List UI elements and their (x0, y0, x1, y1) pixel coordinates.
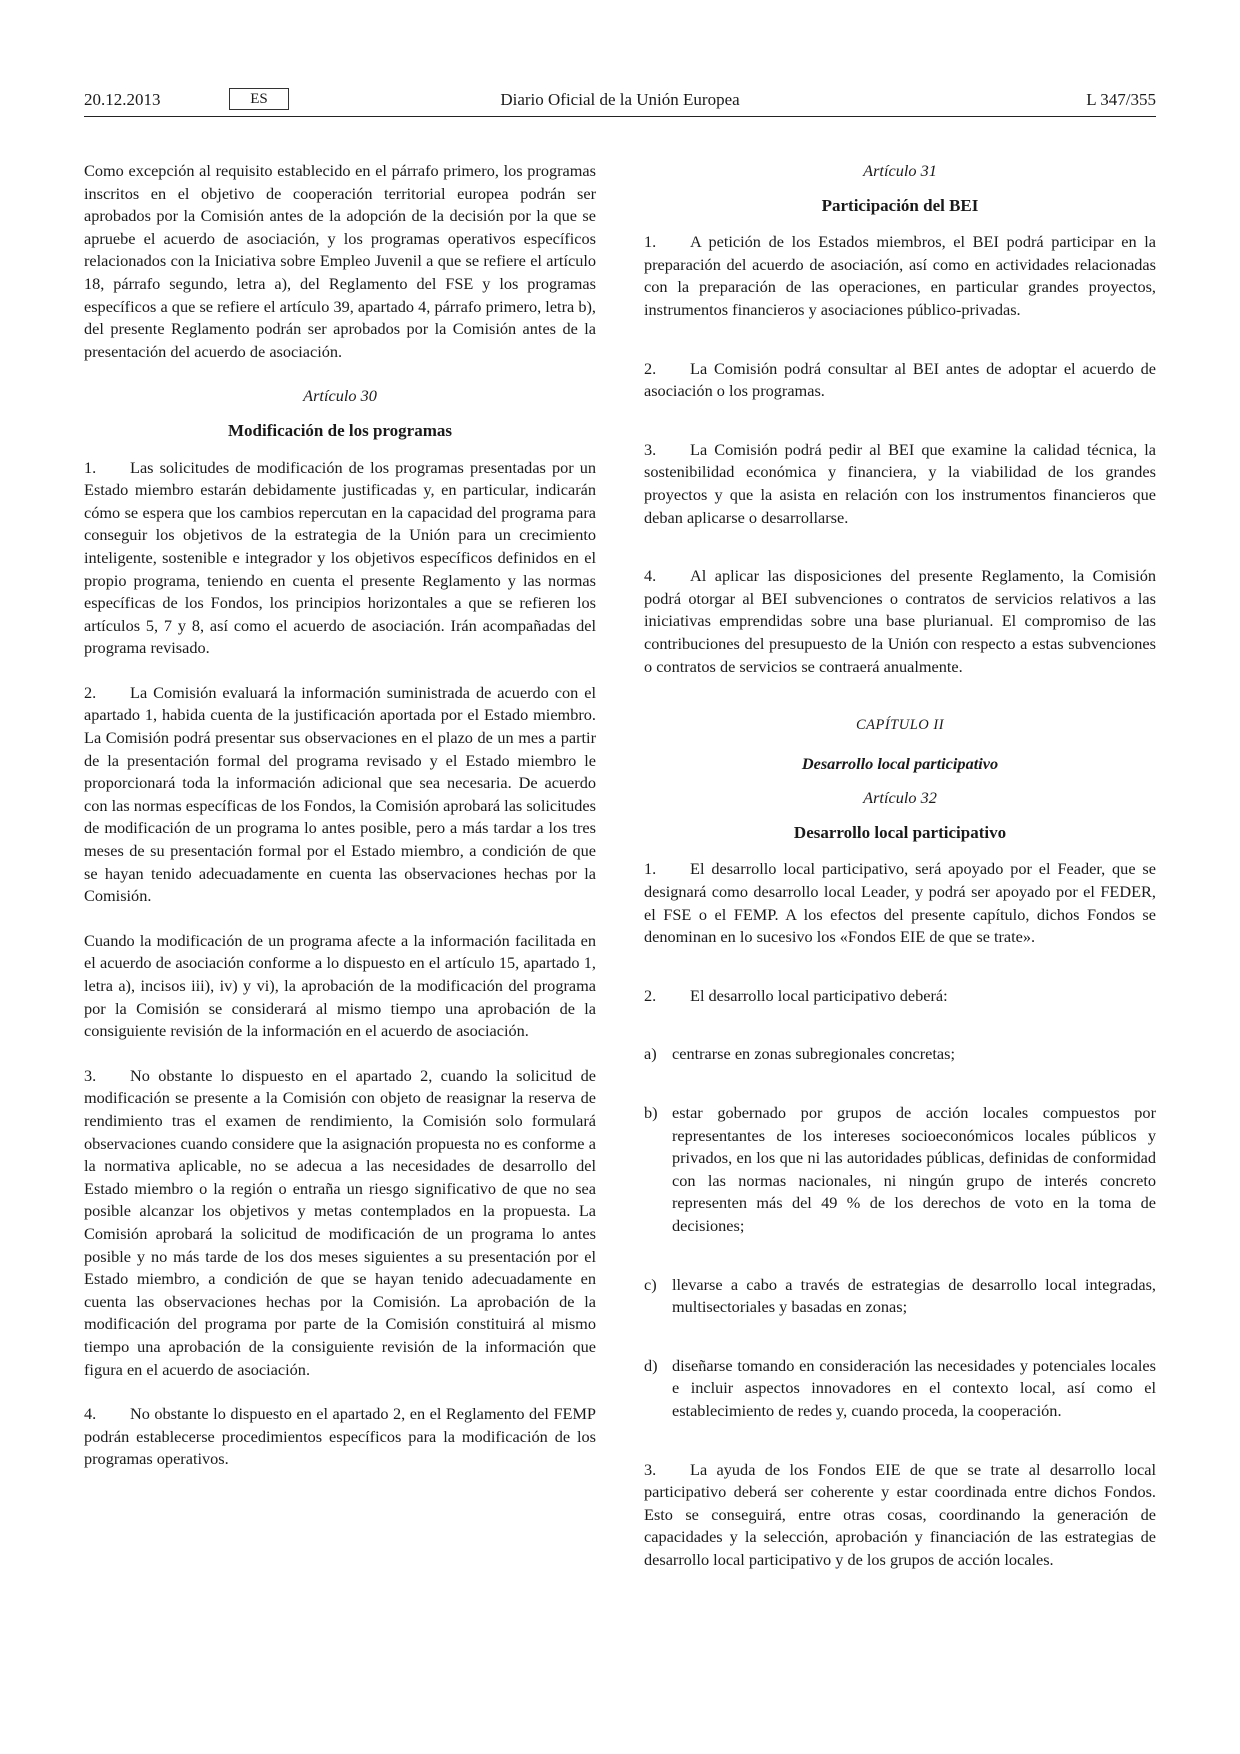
page-header (84, 84, 1156, 124)
article-30-label: Artículo 30 (303, 386, 377, 406)
paragraph-number: 3. (644, 439, 657, 459)
paragraph-number: 3. (84, 1065, 97, 1085)
article-30-title: Modificación de los programas (228, 420, 452, 440)
list-text: estar gobernado por grupos de acción locales compuestos por representantes de los intereses socioeconómicos locales públicos y privados, en los que ni las autoridades públicas, definidas de conformidad con las normas nacionales, ni ningún grupo de interés concreto representen más del 49 % de los derechos de voto en la toma de decisiones; (672, 1103, 1156, 1235)
article-31-paragraph-4 (644, 565, 1156, 678)
article-31-paragraph-3 (644, 439, 1156, 529)
list-letter: b) (644, 1103, 658, 1123)
paragraph-number: 4. (644, 566, 657, 586)
paragraph-text: Las solicitudes de modificación de los programas presentadas por un Estado miembro estarán debidamente justificadas y, en particular, indicarán cómo se espera que los cambios repercutan en la capacidad del programa para conseguir los objetivos de la estrategia de la Unión para un crecimiento inteligente, sostenible e integrador y los objetivos específicos definidos en el propio programa, teniendo en cuenta el presente Reglamento y las normas específicas de los Fondos, los principios horizontales a que se refieren los artículos 5, 7 y 8, así como el acuerdo de asociación. Irán acompañadas del programa revisado. (84, 457, 596, 658)
list-letter: c) (644, 1274, 657, 1294)
article-30-paragraph-4 (84, 1403, 596, 1471)
paragraph-text: A petición de los Estados miembros, el BEI podrá participar en la preparación del acuerdo de asociación, así como en actividades relacionadas con la preparación de las operaciones, en particular grandes proyectos, instrumentos financieros y asociaciones público-privadas. (644, 232, 1156, 319)
paragraph-number: 2. (84, 682, 97, 702)
list-item (644, 1043, 1156, 1066)
list-text: centrarse en zonas subregionales concretas; (672, 1044, 955, 1064)
paragraph-number: 2. (644, 358, 657, 378)
article-30-paragraph-2b: Cuando la modificación de un programa afecte a la información facilitada en el acuerdo de asociación conforme a lo dispuesto en el artículo 15, apartado 1, letra a), incisos iii), iv) y vi), la aprobación de la modificación del programa por la Comisión se considerará al mismo tiempo una aprobación de la consiguiente revisión de la información en el acuerdo de asociación. (84, 930, 596, 1041)
paragraph-text: Al aplicar las disposiciones del presente Reglamento, la Comisión podrá otorgar al BEI subvenciones o contratos de servicios relativos a las iniciativas emprendidas sobre una base plurianual. El compromiso de las contribuciones del presupuesto de la Unión con respecto a estas subvenciones o contratos de servicios se contraerá anualmente. (644, 566, 1156, 676)
list-item (644, 1355, 1156, 1423)
article-31-title: Participación del BEI (821, 195, 979, 215)
paragraph-text: No obstante lo dispuesto en el apartado 2, en el Reglamento del FEMP podrán establecerse procedimientos específicos para la modificación de los programas operativos. (84, 1404, 596, 1469)
article-31-paragraph-1 (644, 231, 1156, 321)
article-32-label: Artículo 32 (863, 788, 937, 808)
paragraph-number: 4. (84, 1404, 97, 1424)
header-rule (84, 116, 1156, 117)
paragraph-number: 1. (644, 859, 657, 879)
paragraph-text: La Comisión evaluará la información suministrada de acuerdo con el apartado 1, habida cuenta de la justificación aportada por el Estado miembro. La Comisión podrá presentar sus observaciones en el plazo de un mes a partir de la presentación formal del programa revisado y el Estado miembro le proporcionará toda la información adicional que sea necesaria. De acuerdo con las normas específicas de los Fondos, la Comisión aprobará las solicitudes de modificación de un programa lo antes posible, pero a más tardar a los tres meses de su presentación formal por el Estado miembro, a condición de que se hayan tenido adecuadamente en cuenta las observaciones hechas por la Comisión. (84, 682, 596, 906)
paragraph-text: La ayuda de los Fondos EIE de que se trate al desarrollo local participativo deberá ser coherente y estar coordinada entre dichos Fondos. Esto se conseguirá, entre otras cosas, coordinando la generación de capacidades y la selección, aprobación y financiación de las estrategias de desarrollo local participativo y de los grupos de acción locales. (644, 1459, 1156, 1569)
publication-date: 20.12.2013 (84, 90, 161, 109)
paragraph-number: 2. (644, 985, 657, 1005)
article-31-label: Artículo 31 (863, 161, 937, 180)
right-column (644, 160, 1156, 1594)
list-letter: a) (644, 1044, 657, 1064)
article-32-paragraph-3 (644, 1459, 1156, 1572)
article-30-paragraph-3 (84, 1065, 596, 1381)
article-32-title: Desarrollo local participativo (793, 822, 1007, 842)
list-text: llevarse a cabo a través de estrategias de desarrollo local integradas, multisectoriales y basadas en zonas; (672, 1274, 1156, 1317)
paragraph-text: El desarrollo local participativo deberá: (690, 985, 948, 1005)
language-code-box: ES (229, 88, 289, 110)
list-text: diseñarse tomando en consideración las necesidades y potenciales locales e incluir aspectos innovadores en el contexto local, así como el establecimiento de redes y, cuando proceda, la cooperación. (672, 1355, 1156, 1420)
article-32-paragraph-2 (644, 985, 1156, 1008)
paragraph-number: 3. (644, 1459, 657, 1479)
paragraph-text: No obstante lo dispuesto en el apartado 2, cuando la solicitud de modificación se presente a la Comisión con objeto de reasignar la reserva de rendimiento tras el examen de rendimiento, la Comisión solo formulará observaciones cuando considere que la asignación propuesta no es conforme a la normativa aplicable, no se adecua a las necesidades de desarrollo del Estado miembro o la región o entraña un riesgo significativo de que no sea posible alcanzar los objetivos y metas contemplados en la propuesta. La Comisión aprobará la solicitud de modificación de un programa lo antes posible y no más tarde de los dos meses siguientes a su presentación por el Estado miembro, a condición de que se hayan tenido adecuadamente en cuenta las observaciones hechas por la Comisión. La aprobación de la modificación del programa por parte de la Comisión constituirá al mismo tiempo una aprobación de la consiguiente revisión de la información que figura en el acuerdo de asociación. (84, 1065, 596, 1379)
list-item (644, 1102, 1156, 1238)
page-reference: L 347/355 (1086, 90, 1156, 109)
article-30-paragraph-2 (84, 682, 596, 908)
paragraph-text: El desarrollo local participativo, será apoyado por el Feader, que se designará como desarrollo local Leader, y podrá ser apoyado por el FEDER, el FSE o el FEMP. A los efectos del presente capítulo, dichos Fondos se denominan en lo sucesivo los «Fondos EIE de que se trate». (644, 859, 1156, 947)
journal-title: Diario Oficial de la Unión Europea (500, 90, 740, 109)
chapter-title: Desarrollo local participativo (801, 753, 999, 773)
article-30-paragraph-1 (84, 457, 596, 660)
article-32-paragraph-1 (644, 858, 1156, 948)
paragraph-text: La Comisión podrá consultar al BEI antes de adoptar el acuerdo de asociación o los programas. (644, 358, 1156, 401)
list-item (644, 1274, 1156, 1319)
chapter-label: CAPÍTULO II (855, 717, 945, 734)
left-column (84, 160, 596, 1493)
article-31-paragraph-2 (644, 358, 1156, 403)
paragraph-number: 1. (644, 232, 657, 252)
intro-paragraph: Como excepción al requisito establecido en el párrafo primero, los programas inscritos en el objetivo de cooperación territorial europea podrán ser aprobados por la Comisión antes de la adopción de la decisión por la que se apruebe el acuerdo de asociación, y los programas operativos específicos relacionados con la Iniciativa sobre Empleo Juvenil a que se refiere el artículo 18, párrafo segundo, letra a), del Reglamento del FSE y los programas específicos a que se refiere el artículo 39, apartado 4, párrafo primero, letra b), del presente Reglamento podrán ser aprobados por la Comisión antes de la presentación del acuerdo de asociación. (84, 161, 596, 361)
list-letter: d) (644, 1355, 658, 1375)
paragraph-number: 1. (84, 457, 97, 477)
paragraph-text: La Comisión podrá pedir al BEI que examine la calidad técnica, la sostenibilidad económica y financiera, y la viabilidad de los grandes proyectos y que la asista en relación con los instrumentos financieros que deban aplicarse o desarrollarse. (644, 439, 1156, 527)
